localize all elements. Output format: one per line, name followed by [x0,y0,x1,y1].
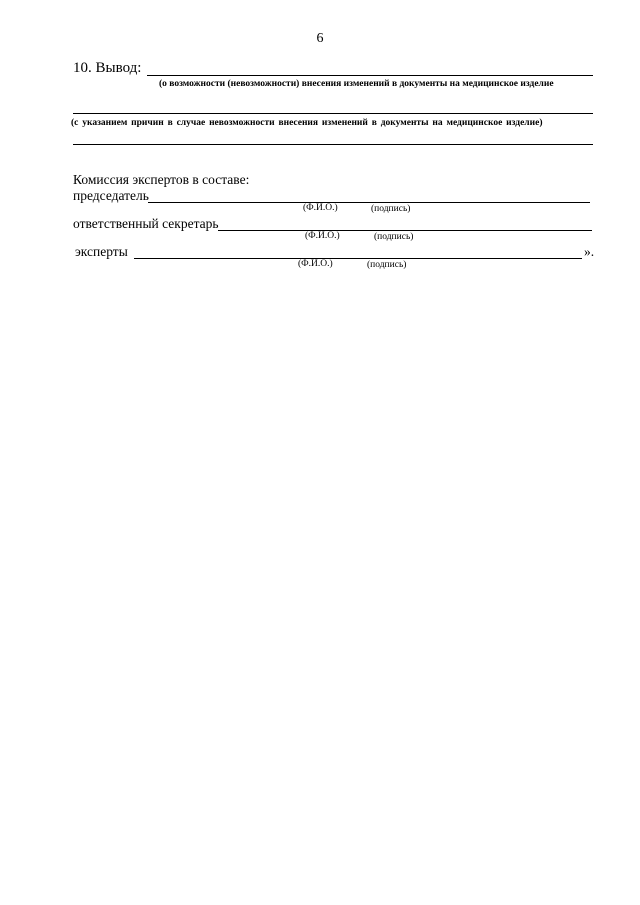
conclusion-possibility-caption: (о возможности (невозможности) внесения изменений в документы на медицинское изделие [159,79,554,89]
conclusion-label: 10. Вывод: [73,60,142,76]
conclusion-second-line [73,113,593,114]
secretary-fio-caption: (Ф.И.О.) [305,231,340,241]
page-number: 6 [316,31,324,46]
secretary-signature-line [218,230,592,231]
secretary-label: ответственный секретарь [73,216,219,231]
experts-signature-caption: (подпись) [367,260,407,270]
closing-quote: ». [584,244,595,259]
experts-signature-line [134,258,582,259]
conclusion-third-line [73,144,593,145]
experts-label: эксперты [75,244,128,259]
secretary-signature-caption: (подпись) [374,232,414,242]
conclusion-fill-line [147,75,593,76]
chair-signature-caption: (подпись) [371,204,411,214]
experts-fio-caption: (Ф.И.О.) [298,259,333,269]
chair-signature-line [148,202,590,203]
chair-label: председатель [73,188,149,203]
commission-title: Комиссия экспертов в составе: [73,172,250,187]
chair-fio-caption: (Ф.И.О.) [303,203,338,213]
conclusion-reasons-caption: (с указанием причин в случае невозможности внесения изменений в документы на медицинское изделие) [71,118,543,128]
